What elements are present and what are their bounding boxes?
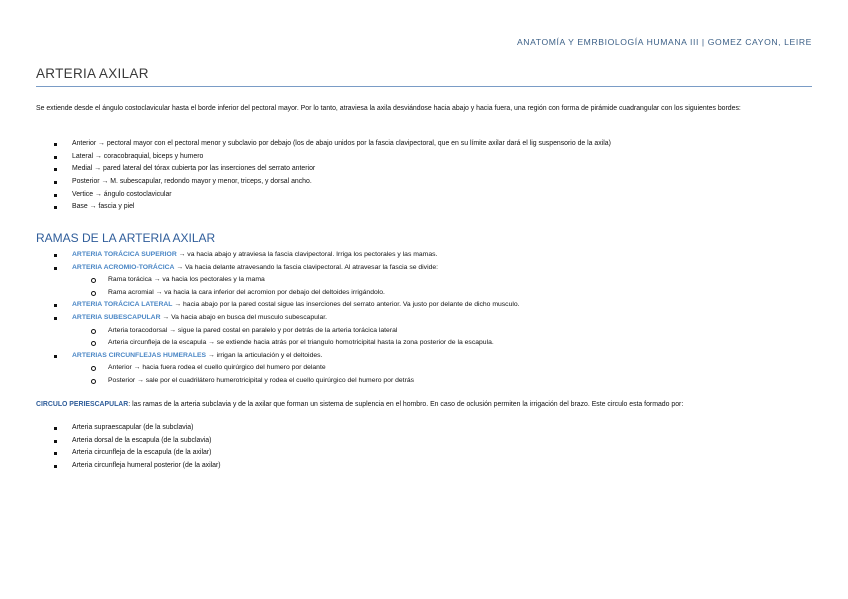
artery-name: ARTERIAS CIRCUNFLEJAS HUMERALES: [72, 351, 207, 359]
artery-description: → Va hacia delante atravesando la fascia clavipectoral. Al atravesar la fascia se divide:: [174, 263, 439, 271]
list-item: Arteria circunfleja de la escapula (de la axilar): [54, 447, 221, 460]
list-item: Base → fascia y piel: [54, 201, 611, 214]
section-heading-ramas: RAMAS DE LA ARTERIA AXILAR: [36, 231, 216, 245]
sub-list-item: Arteria circunfleja de la escapula → se extiende hacia atrás por el triangulo homotricipital hasta la zona posterior de la escapula.: [54, 337, 520, 350]
borders-list: [54, 138, 611, 214]
sub-list-item: Rama torácica → va hacia los pectorales y la mama: [54, 274, 520, 287]
list-item: [54, 262, 520, 275]
list-item: Posterior → M. subescapular, redondo mayor y menor, triceps, y dorsal ancho.: [54, 176, 611, 189]
page-title: ARTERIA AXILAR: [36, 66, 149, 81]
artery-name: ARTERIA SUBESCAPULAR: [72, 313, 161, 321]
list-item: [54, 350, 520, 363]
sub-list-item: Posterior → sale por el cuadrilátero humerotricipital y rodea el cuello quirúrgico del humero por detrás: [54, 375, 520, 388]
list-item: Vertice → ángulo costoclavicular: [54, 189, 611, 202]
circulo-label: CIRCULO PERIESCAPULAR: [36, 401, 129, 408]
list-item: Anterior → pectoral mayor con el pectoral menor y subclavio por debajo (los de abajo unidos por la fascia clavipectoral, que en su límite axilar dará el lig suspensorio de la axila): [54, 138, 611, 151]
artery-description: → irrigan la articulación y el deltoides.: [206, 351, 323, 359]
list-item: [54, 249, 520, 262]
list-item: Arteria supraescapular (de la subclavia): [54, 422, 221, 435]
running-header: ANATOMÍA Y EMRBIOLOGÍA HUMANA III | GOMEZ CAYON, LEIRE: [516, 37, 812, 47]
sub-list-item: Rama acromial → va hacia la cara inferior del acromion por debajo del deltoides irrigándolo.: [54, 287, 520, 300]
list-item: Medial → pared lateral del tórax cubierta por las inserciones del serrato anterior: [54, 163, 611, 176]
artery-name: ARTERIA TORÁCICA LATERAL: [72, 301, 173, 309]
artery-description: → Va hacia abajo en busca del musculo subescapular.: [160, 313, 328, 321]
artery-name: ARTERIA ACROMIO-TORÁCICA: [72, 263, 175, 271]
title-underline: [36, 86, 812, 87]
sub-list-item: Anterior → hacia fuera rodea el cuello quirúrgico del humero por delante: [54, 362, 520, 375]
intro-paragraph: Se extiende desde el ángulo costoclavicular hasta el borde inferior del pectoral mayor. Por lo tanto, atraviesa la axila desviándose hacia abajo y hacia fuera, una región con forma de pirámide cuadrangular con los siguientes bordes:: [36, 105, 741, 112]
artery-name: ARTERIA TORÁCICA SUPERIOR: [72, 251, 177, 258]
list-item: Arteria dorsal de la escapula (de la subclavia): [54, 435, 221, 448]
artery-description: → va hacia abajo y atraviesa la fascia clavipectoral. Irriga los pectorales y las mamas.: [176, 251, 438, 258]
list-item: Lateral → coracobraquial, biceps y humero: [54, 151, 611, 164]
artery-description: → hacia abajo por la pared costal sigue las inserciones del serrato anterior. Va justo por delante de dicho musculo.: [172, 301, 520, 309]
ramas-list: [54, 249, 520, 388]
list-item: [54, 299, 520, 312]
sub-list-item: Arteria toracodorsal → sigue la pared costal en paralelo y por detrás de la arteria torácica lateral: [54, 325, 520, 338]
circulo-text: : las ramas de la arteria subclavia y de la axilar que forman un sistema de suplencia en el hombro. En caso de oclusión permiten la irrigación del brazo. Este circulo esta formado por:: [128, 401, 684, 408]
list-item: [54, 312, 520, 325]
circulo-paragraph: [36, 401, 683, 408]
list-item: Arteria circunfleja humeral posterior (de la axilar): [54, 460, 221, 473]
circulo-list: [54, 422, 221, 473]
